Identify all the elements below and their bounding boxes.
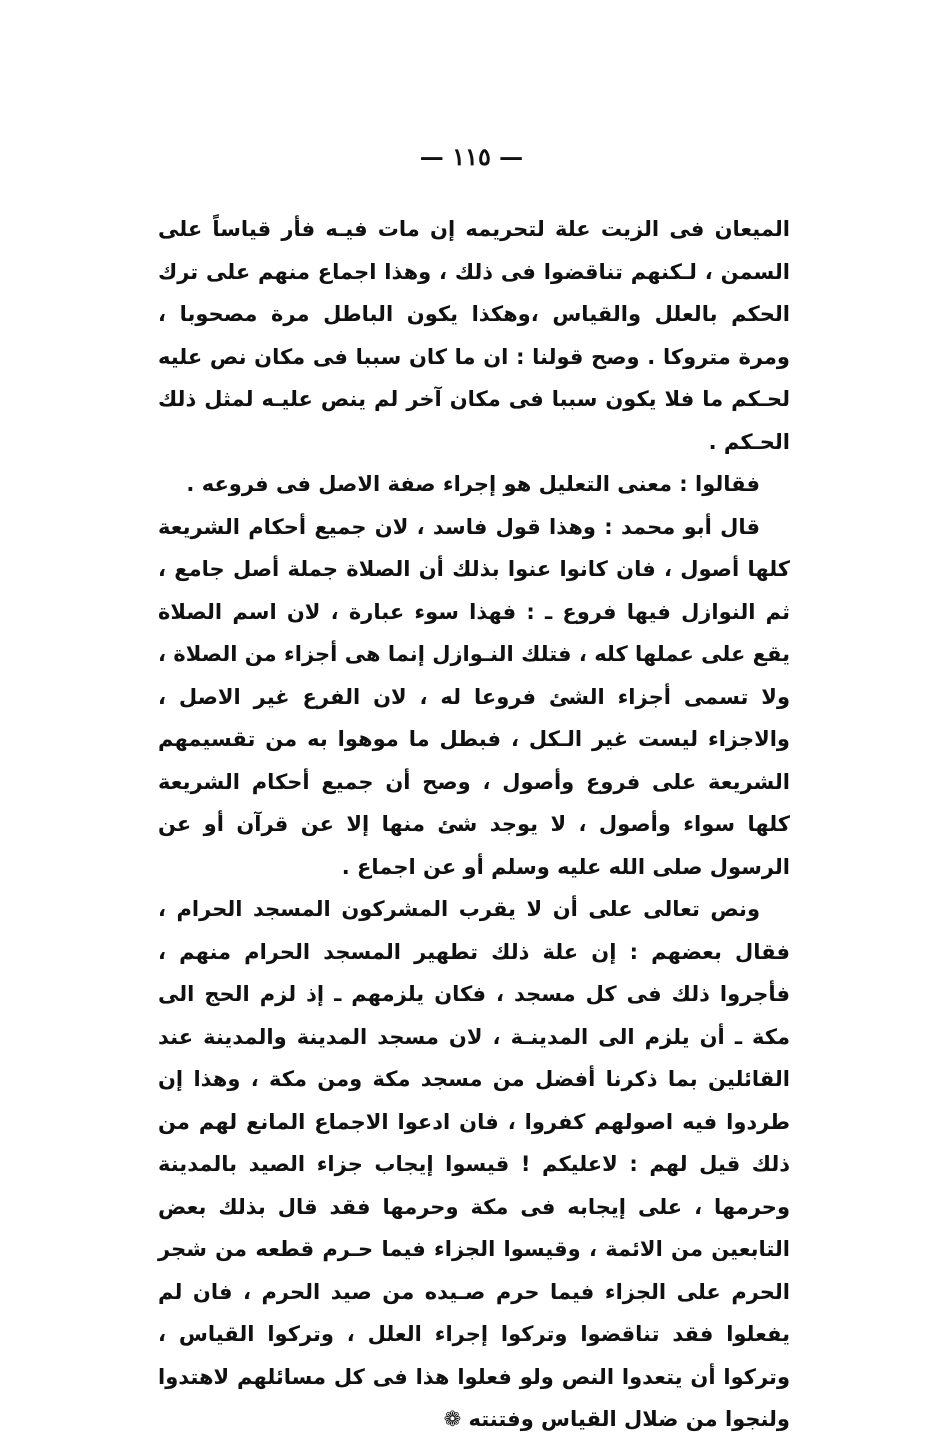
paragraph: ونص تعالى على أن لا يقرب المشركون المسجد الحرام ، فقال بعضهم : إن علة ذلك تطهير المسجد الحرام منهم ، فأجروا ذلك فى كل مسجد ، فكان يلزمهم ـ إذ لزم الحج الى مكة ـ أن يلزم الى المدينـة ، لان مسجد المدينة والمدينة عند القائلين بما ذكرنا أفضل من مسجد مكة ومن مكة ، وهذا إن طردوا فيه اصولهم كفروا ، فان ادعوا الاجماع المانع لهم من ذلك قيل لهم : لاعليكم ! قيسوا إيجاب جزاء الصيد بالمدينة وحرمها ، على إيجابه فى مكة وحرمها فقد قال بذلك بعض التابعين من الائمة ، وقيسوا الجزاء فيما حـرم قطعه من شجر الحرم على الجزاء فيما حرم صـيده من صيد الحرم ، فان لم يفعلوا فقد تناقضوا وتركوا إجراء العلل ، وتركوا القياس ، وتركوا أن يتعدوا النص ولو فعلوا هذا فى كل مسائلهم لاهتدوا ولنجوا من ضلال القياس وفتنته ❁: [158, 897, 790, 1431]
paragraph: قال أبو محمد : وهذا قول فاسد ، لان جميع أحكام الشريعة كلها أصول ، فان كانوا عنوا بذلك أن الصلاة جملة أصل جامع ، ثم النوازل فيها فروع ـ : فهذا سوء عبارة ، لان اسم الصلاة يقع على عملها كله ، فتلك النـوازل إنما هى أجزاء من الصلاة ، ولا تسمى أجزاء الشئ فروعا له ، لان الفرع غير الاصل ، والاجزاء ليست غير الـكل ، فبطل ما موهوا به من تقسيمهم الشريعة على فروع وأصول ، وصح أن جميع أحكام الشريعة كلها سواء وأصول ، لا يوجد شئ منها إلا عن قرآن أو عن الرسول صلى الله عليه وسلم أو عن اجماع .: [158, 514, 790, 879]
paragraph: الميعان فى الزيت علة لتحريمه إن مات فيـه فأر قياساً على السمن ، لـكنهم تناقضوا فى ذلك ، وهذا اجماع منهم على ترك الحكم بالعلل والقياس ،وهكذا يكون الباطل مرة مصحوبا ، ومرة متروكا . وصح قولنا : ان ما كان سببا فى مكان نص عليه لحـكم ما فلا يكون سببا فى مكان آخر لم ينص عليـه لمثل ذلك الحـكم .: [158, 217, 790, 454]
body-text: [158, 208, 790, 1441]
page-number: — ١١٥ —: [419, 142, 524, 171]
paragraph: فقالوا : معنى التعليل هو إجراء صفة الاصل فى فروعه .: [186, 472, 760, 496]
